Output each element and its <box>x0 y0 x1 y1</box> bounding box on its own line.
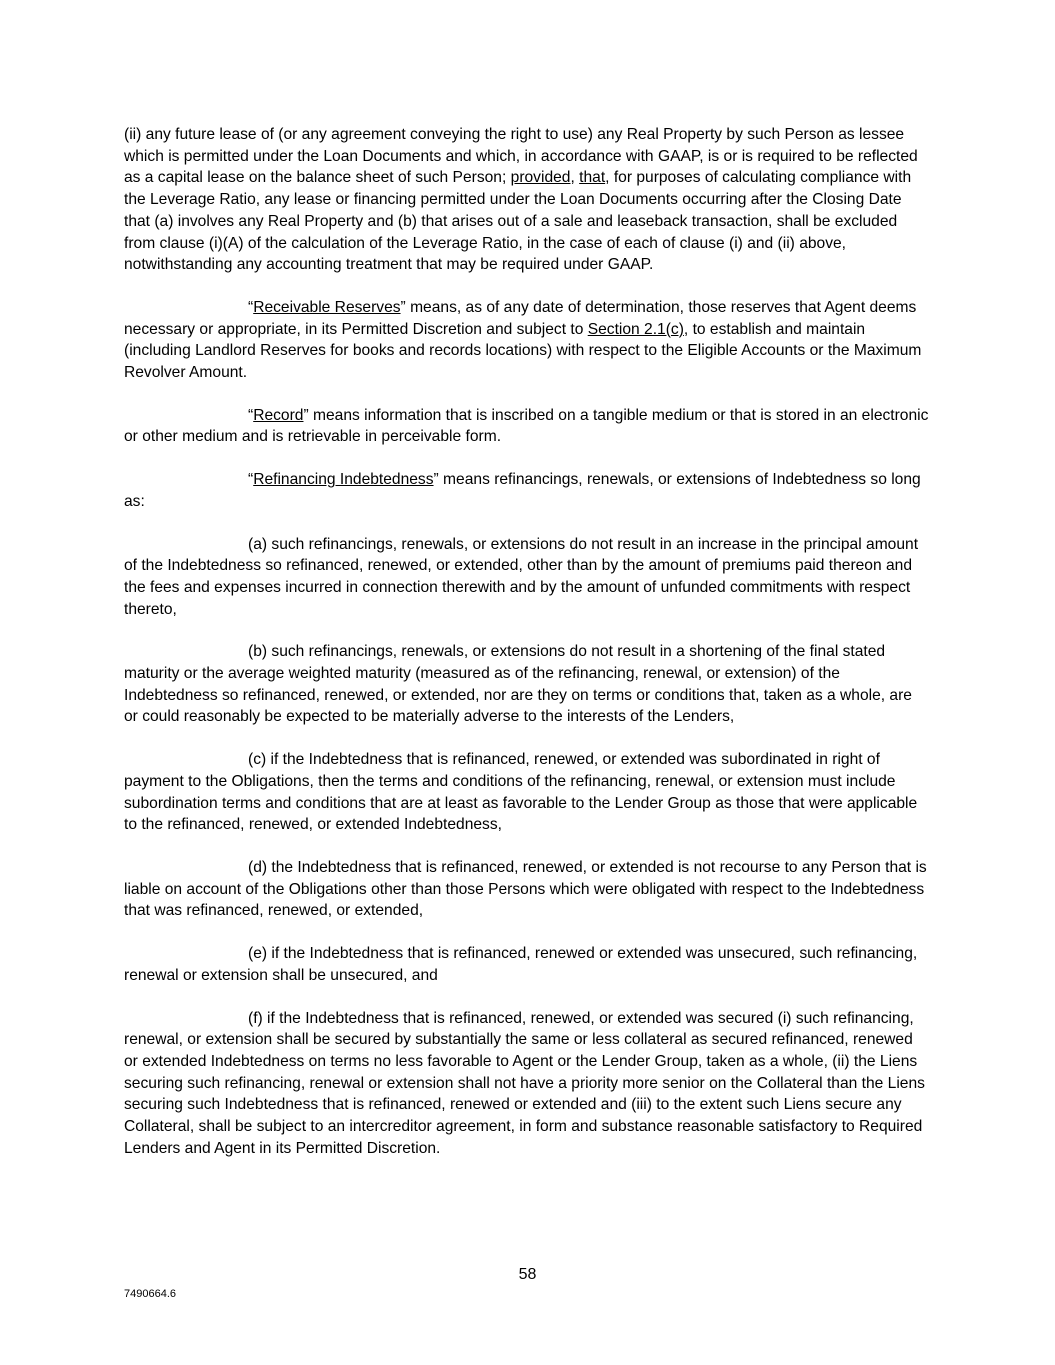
page-number: 58 <box>518 1266 537 1283</box>
paragraph-capital-lease: (ii) any future lease of (or any agreement conveying the right to use) any Real Property by such Person as lessee which is permitted under the Loan Documents and which, in accordance with GAAP, is or is required to be reflected as a capital lease on the balance sheet of such Person; provided, that, for purposes of calculating compliance with the Leverage Ratio, any lease or financing permitted under the Loan Documents occurring after the Closing Date that (a) involves any Real Property and (b) that arises out of a sale and leaseback transaction, shall be excluded from clause (i)(A) of the calculation of the Leverage Ratio, in the case of each of clause (i) and (ii) above, notwithstanding any accounting treatment that may be required under GAAP. <box>124 126 918 274</box>
defined-term: Receivable Reserves <box>253 298 401 316</box>
defined-term: Record <box>253 406 304 424</box>
document-id: 7490664.6 <box>124 1288 176 1300</box>
definition-receivable-reserves: “Receivable Reserves” means, as of any date of determination, those reserves that Agent deems necessary or appropriate, in its Permitted Discretion and subject to Section 2.1(c), to establish and maintain (including Landlord Reserves for books and records locations) with respect to the Eligible Accounts or the Maximum Revolver Amount. <box>124 298 922 382</box>
definition-record: “Record” means information that is inscribed on a tangible medium or that is stored in an electronic or other medium and is retrievable in perceivable form. <box>124 406 929 446</box>
clause-b: (b) such refinancings, renewals, or extensions do not result in a shortening of the final stated maturity or the average weighted maturity (measured as of the refinancing, renewal, or extension) of the Indebtedness so refinanced, renewed, or extended, nor are they on terms or conditions that, taken as a whole, are or could reasonably be expected to be materially adverse to the interests of the Lenders, <box>124 643 912 726</box>
definition-refinancing-indebtedness: “Refinancing Indebtedness” means refinancings, renewals, or extensions of Indebtedness so long as: <box>124 471 921 510</box>
clause-c: (c) if the Indebtedness that is refinanced, renewed, or extended was subordinated in right of payment to the Obligations, then the terms and conditions of the refinancing, renewal, or extension must include subordination terms and conditions that are at least as favorable to the Lender Group as those that were applicable to the refinanced, renewed, or extended Indebtedness, <box>124 751 918 834</box>
clause-d: (d) the Indebtedness that is refinanced, renewed, or extended is not recourse to any Person that is liable on account of the Obligations other than those Persons which were obligated with respect to the Indebtedness that was refinanced, renewed, or extended, <box>124 858 927 920</box>
clause-f: (f) if the Indebtedness that is refinanced, renewed, or extended was secured (i) such refinancing, renewal, or extension shall be secured by substantially the same or less collateral as secured refinanced, renewed or extended Indebtedness on terms no less favorable to Agent or the Lender Group, taken as a whole, (ii) the Liens securing such refinancing, renewal or extension shall not have a priority more senior on the Collateral than the Liens securing such Indebtedness that is refinanced, renewed or extended and (iii) to the extent such Liens secure any Collateral, shall be subject to an intercreditor agreement, in form and substance reasonable satisfactory to Required Lenders and Agent in its Permitted Discretion. <box>124 1009 925 1157</box>
document-body <box>124 124 930 1180</box>
defined-term: Refinancing Indebtedness <box>253 471 434 489</box>
term-that: that <box>579 169 606 187</box>
section-reference: Section 2.1(c) <box>587 320 684 338</box>
term-provided: provided <box>510 169 571 187</box>
clause-e: (e) if the Indebtedness that is refinanced, renewed or extended was unsecured, such refinancing, renewal or extension shall be unsecured, and <box>124 945 918 984</box>
clause-a: (a) such refinancings, renewals, or extensions do not result in an increase in the principal amount of the Indebtedness so refinanced, renewed, or extended, other than by the amount of premiums paid thereon and the fees and expenses incurred in connection therewith and by the amount of unfunded commitments with respect thereto, <box>124 535 919 618</box>
